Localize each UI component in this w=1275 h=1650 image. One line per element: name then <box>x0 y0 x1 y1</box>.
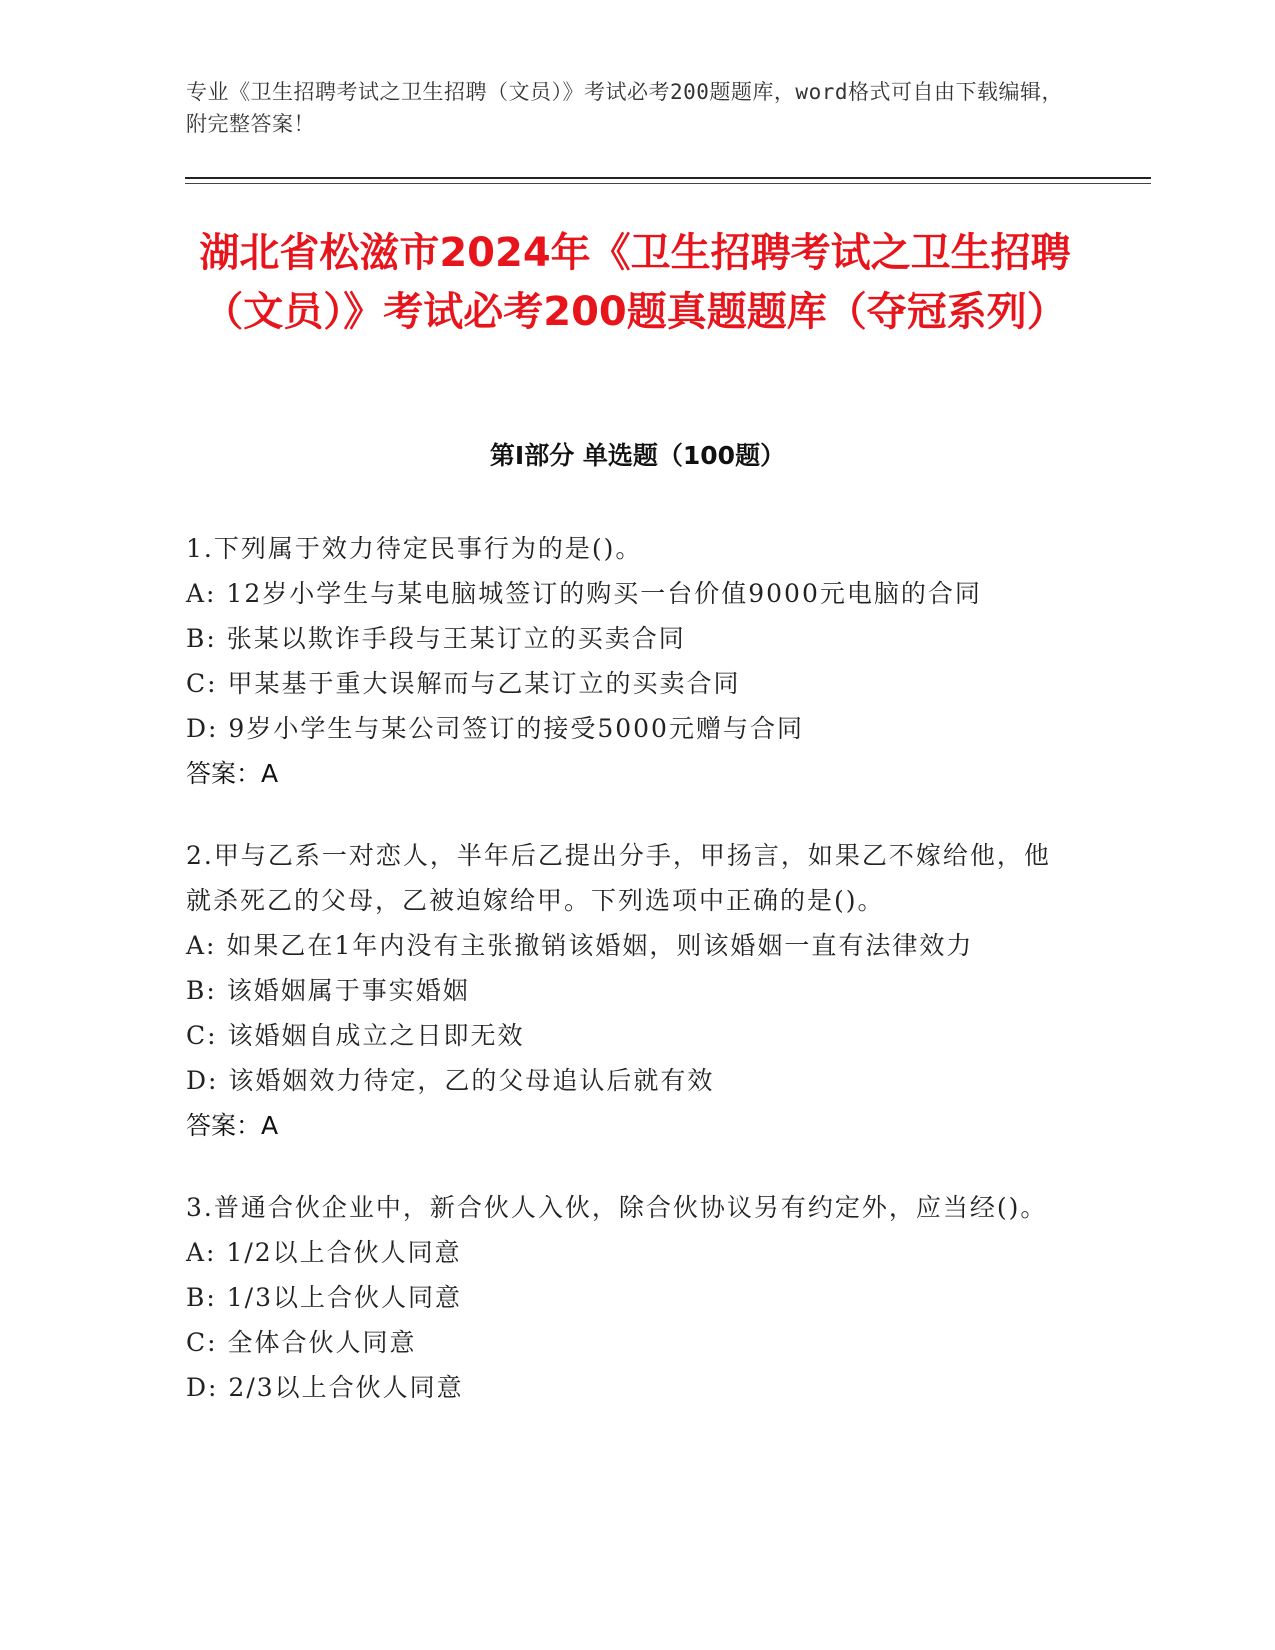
question-stem: 2.甲与乙系一对恋人，半年后乙提出分手，甲扬言，如果乙不嫁给他，他就杀死乙的父母，乙被迫嫁给甲。下列选项中正确的是()。 <box>186 841 1051 915</box>
option-d: D: 2/3以上合伙人同意 <box>186 1373 464 1402</box>
option-d: D: 9岁小学生与某公司签订的接受5000元赠与合同 <box>186 714 804 743</box>
option-a: A: 1/2以上合伙人同意 <box>186 1238 462 1267</box>
question-1 <box>186 526 1066 796</box>
question-stem: 3.普通合伙企业中，新合伙人入伙，除合伙协议另有约定外，应当经()。 <box>186 1193 1048 1222</box>
question-list <box>186 526 1066 1447</box>
option-b: B: 张某以欺诈手段与王某订立的买卖合同 <box>186 624 686 653</box>
option-c: C: 该婚姻自成立之日即无效 <box>186 1021 525 1050</box>
answer: 答案：A <box>186 759 279 788</box>
option-c: C: 全体合伙人同意 <box>186 1328 417 1357</box>
question-3 <box>186 1185 1066 1410</box>
answer: 答案：A <box>186 1111 279 1140</box>
document-title: 湖北省松滋市2024年《卫生招聘考试之卫生招聘（文员）》考试必考200题真题题库（夺冠系列） <box>199 230 1071 335</box>
option-c: C: 甲某基于重大误解而与乙某订立的买卖合同 <box>186 669 741 698</box>
header-note: 专业《卫生招聘考试之卫生招聘（文员）》考试必考200题题库，word格式可自由下载编辑，附完整答案！ <box>186 80 1063 136</box>
option-d: D: 该婚姻效力待定，乙的父母追认后就有效 <box>186 1066 715 1095</box>
option-b: B: 该婚姻属于事实婚姻 <box>186 976 470 1005</box>
header-divider <box>185 177 1151 179</box>
option-a: A: 如果乙在1年内没有主张撤销该婚姻，则该婚姻一直有法律效力 <box>186 931 974 960</box>
question-2 <box>186 833 1066 1148</box>
header-divider-thin <box>185 183 1151 184</box>
option-b: B: 1/3以上合伙人同意 <box>186 1283 462 1312</box>
section-title: 第Ⅰ部分 单选题（100题） <box>489 441 786 470</box>
option-a: A: 12岁小学生与某电脑城签订的购买一台价值9000元电脑的合同 <box>186 579 982 608</box>
question-stem: 1.下列属于效力待定民事行为的是()。 <box>186 534 643 563</box>
